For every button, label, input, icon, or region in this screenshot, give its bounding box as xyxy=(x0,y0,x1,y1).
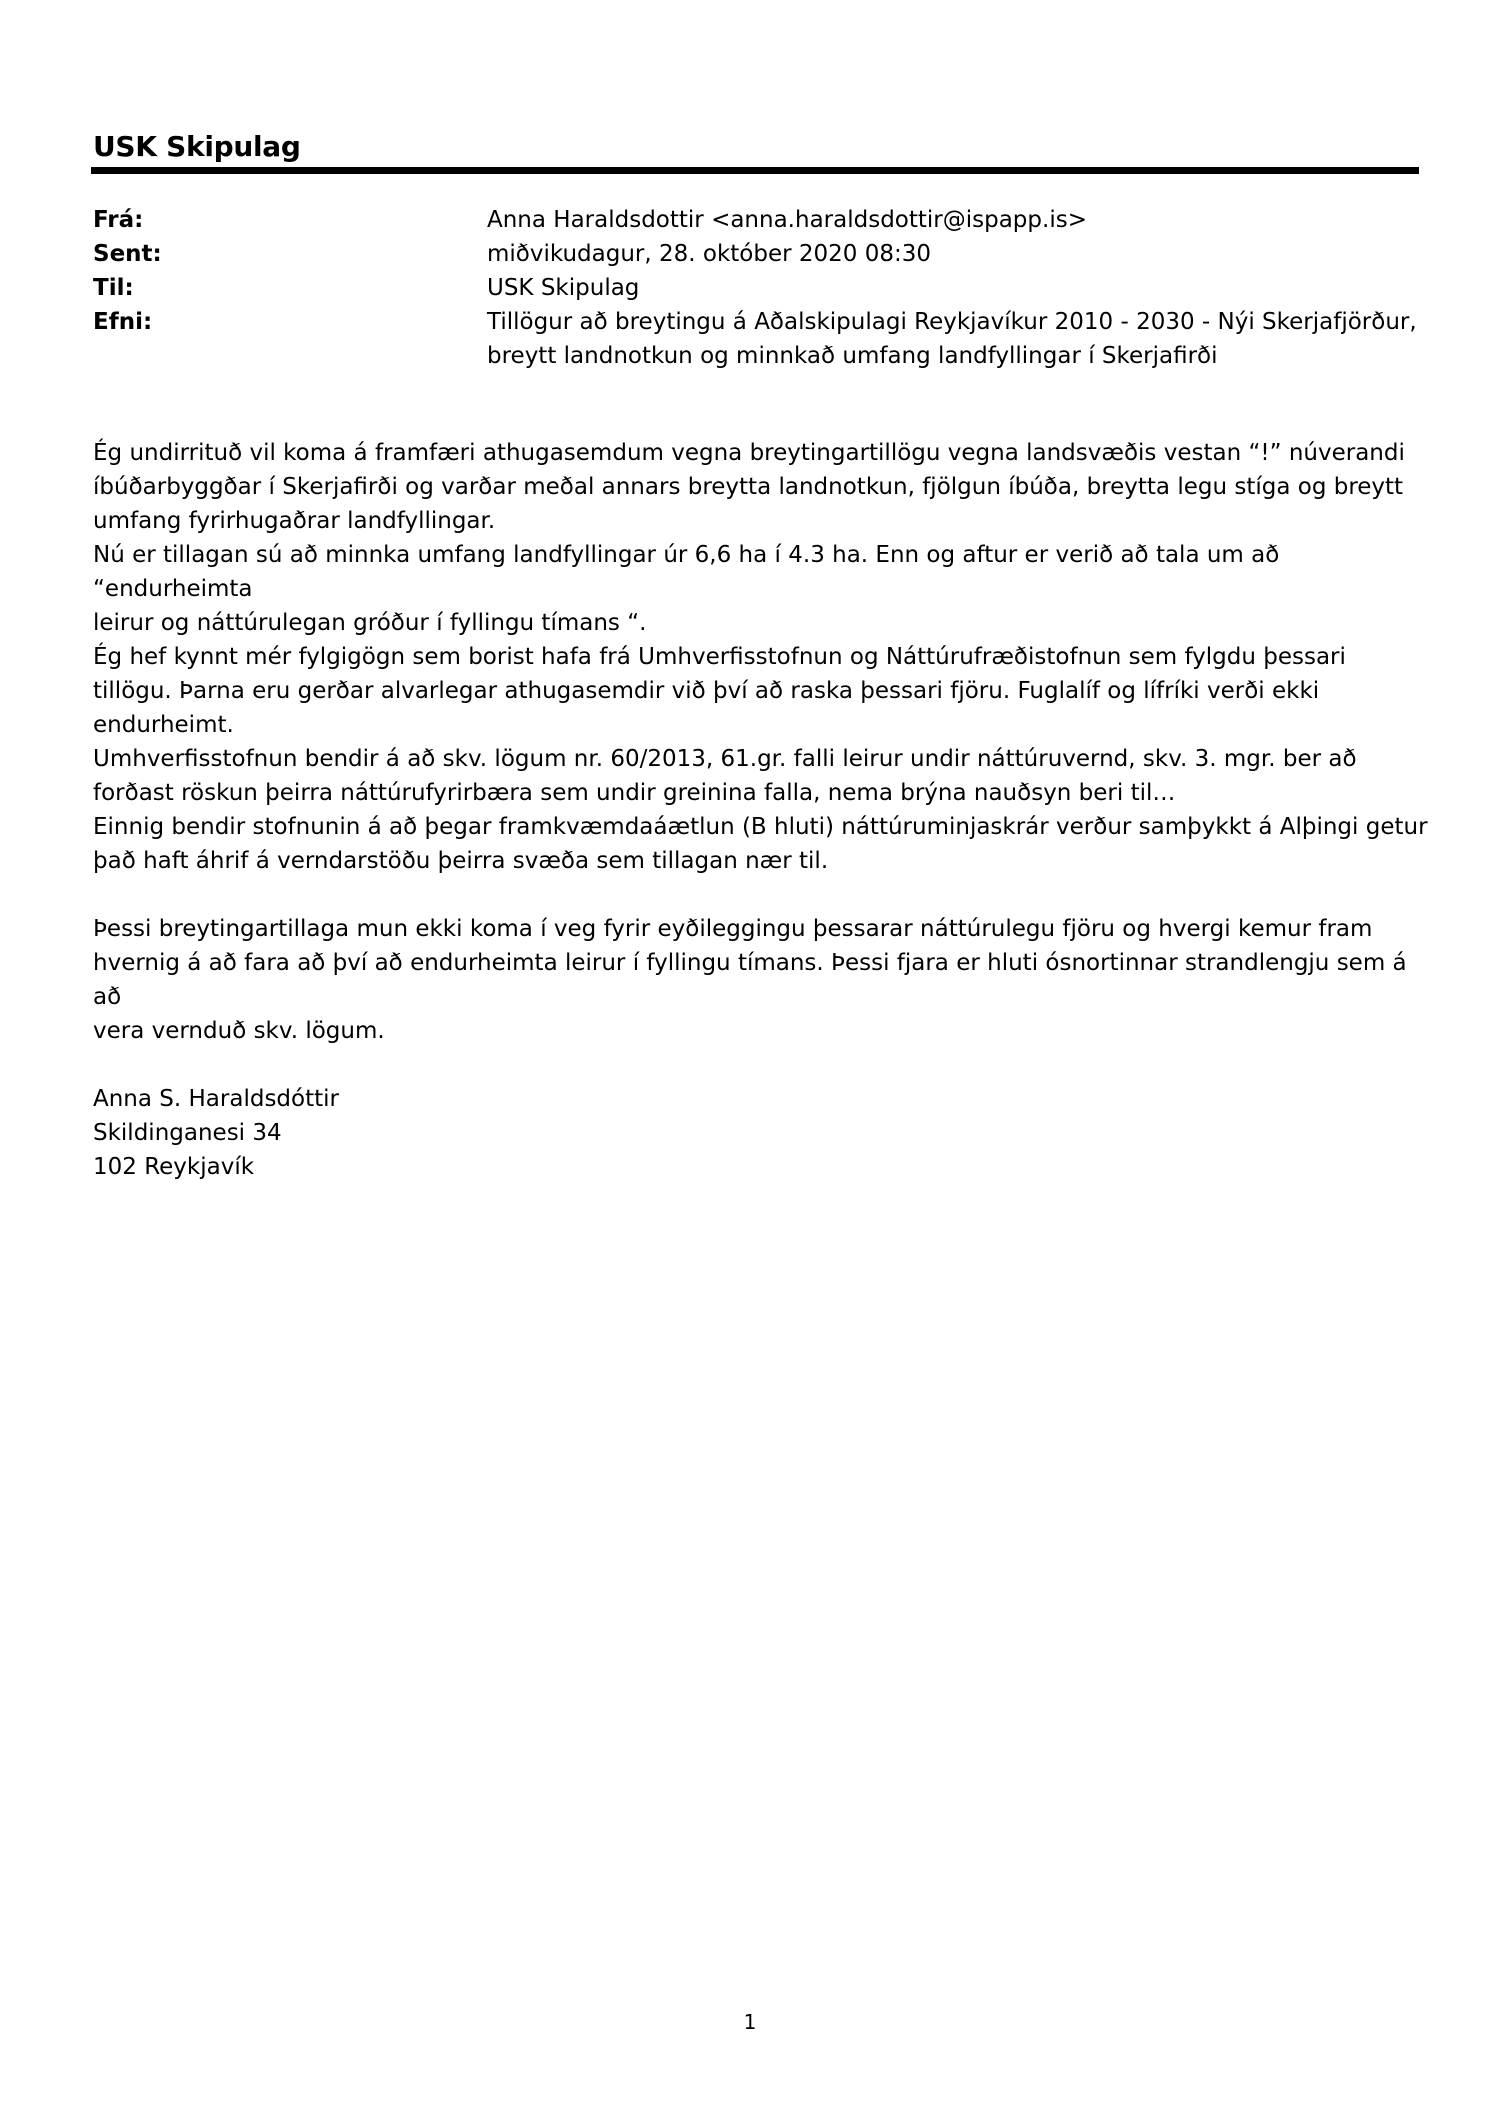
body-line: Einnig bendir stofnunin á að þegar framkvæmdaáætlun (B hluti) náttúruminjaskrár verður samþykkt á Alþingi getur xyxy=(93,814,1428,840)
sent-value: miðvikudagur, 28. október 2020 08:30 xyxy=(487,241,932,267)
body-line: Umhverfisstofnun bendir á að skv. lögum nr. 60/2013, 61.gr. falli leirur undir náttúruvernd, skv. 3. mgr. ber að xyxy=(93,746,1357,772)
from-label: Frá: xyxy=(93,207,144,233)
to-row xyxy=(93,271,1423,305)
body-line: vera vernduð skv. lögum. xyxy=(93,1018,385,1044)
to-label: Til: xyxy=(93,275,134,301)
subject-value xyxy=(487,305,1423,373)
body-line: Nú er tillagan sú að minnka umfang landfyllingar úr 6,6 ha í 4.3 ha. Enn og aftur er verið að tala um að “endurheimta xyxy=(93,542,1280,602)
body-line: íbúðarbyggðar í Skerjafirði og varðar meðal annars breytta landnotkun, fjölgun íbúða, breytta legu stíga og breytt xyxy=(93,474,1404,500)
body-line: hvernig á að fara að því að endurheimta leirur í fyllingu tímans. Þessi fjara er hluti ósnortinnar strandlengju sem á að xyxy=(93,950,1407,1010)
to-value: USK Skipulag xyxy=(487,275,640,301)
signature-street: Skildinganesi 34 xyxy=(93,1120,282,1146)
mailbox-title: USK Skipulag xyxy=(93,130,301,163)
body-line: það haft áhrif á verndarstöðu þeirra svæða sem tillagan nær til. xyxy=(93,848,829,874)
from-row xyxy=(93,203,1423,237)
paragraph-gap xyxy=(93,878,1433,912)
body-line: forðast röskun þeirra náttúrufyrirbæra sem undir greinina falla, nema brýna nauðsyn beri til… xyxy=(93,780,1176,806)
email-header xyxy=(93,203,1423,373)
body-line: leirur og náttúrulegan gróður í fyllingu tímans “. xyxy=(93,610,647,636)
title-divider xyxy=(91,167,1419,174)
subject-line: breytt landnotkun og minnkað umfang landfyllingar í Skerjafirði xyxy=(487,343,1218,369)
subject-label: Efni: xyxy=(93,309,153,335)
sent-label: Sent: xyxy=(93,241,162,267)
body-line: Ég undirrituð vil koma á framfæri athugasemdum vegna breytingartillögu vegna landsvæðis vestan “!” núverandi xyxy=(93,440,1405,466)
sent-row xyxy=(93,237,1423,271)
signature-name: Anna S. Haraldsdóttir xyxy=(93,1086,339,1112)
paragraph-gap xyxy=(93,1048,1433,1082)
body-line: umfang fyrirhugaðrar landfyllingar. xyxy=(93,508,496,534)
body-line: Ég hef kynnt mér fylgigögn sem borist hafa frá Umhverfisstofnun og Náttúrufræðistofnun sem fylgdu þessari xyxy=(93,644,1346,670)
subject-line: Tillögur að breytingu á Aðalskipulagi Reykjavíkur 2010 - 2030 - Nýi Skerjafjörður, xyxy=(487,309,1417,335)
subject-row xyxy=(93,305,1423,373)
email-body xyxy=(93,436,1433,1184)
signature-city: 102 Reykjavík xyxy=(93,1154,255,1180)
from-value: Anna Haraldsdottir <anna.haraldsdottir@ispapp.is> xyxy=(487,207,1087,233)
body-line: Þessi breytingartillaga mun ekki koma í veg fyrir eyðileggingu þessarar náttúrulegu fjöru og hvergi kemur fram xyxy=(93,916,1373,942)
body-line: endurheimt. xyxy=(93,712,234,738)
page-number: 1 xyxy=(743,2010,757,2034)
body-line: tillögu. Þarna eru gerðar alvarlegar athugasemdir við því að raska þessari fjöru. Fuglalíf og lífríki verði ekki xyxy=(93,678,1320,704)
